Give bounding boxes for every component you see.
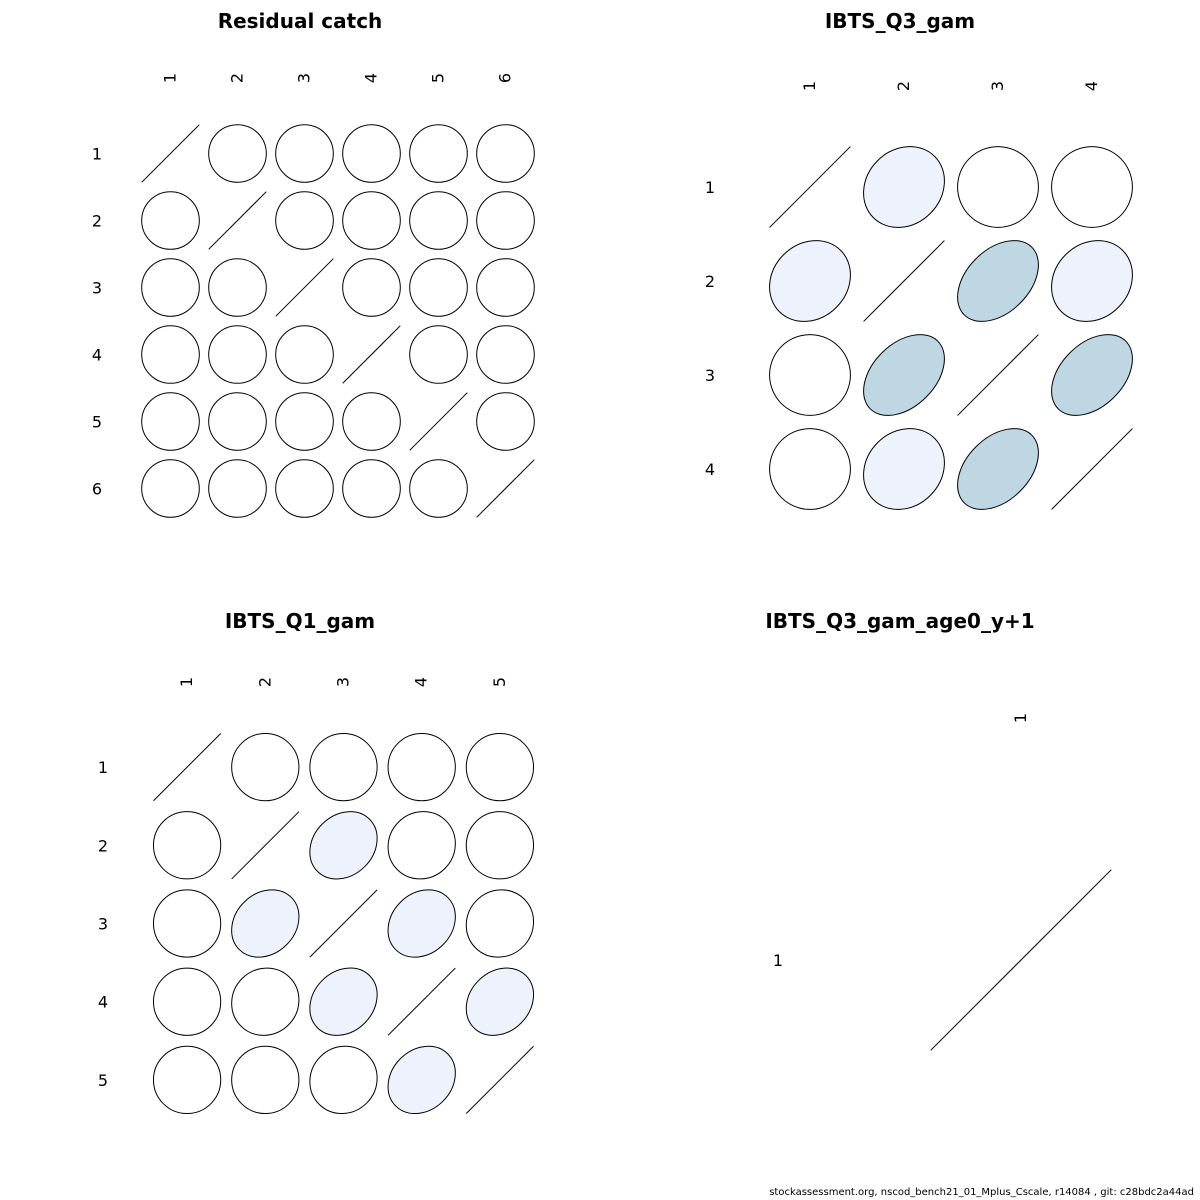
diagonal-line-mark bbox=[466, 1046, 533, 1113]
column-label: 5 bbox=[428, 72, 448, 84]
correlation-ellipse-mark bbox=[197, 113, 278, 194]
correlation-ellipse-mark bbox=[374, 720, 469, 815]
correlation-ellipse-mark bbox=[465, 314, 546, 395]
correlation-panel-2 bbox=[705, 9, 1149, 526]
correlation-ellipse-mark bbox=[465, 180, 546, 261]
correlation-ellipse-mark bbox=[941, 130, 1055, 244]
correlation-ellipse-mark bbox=[331, 381, 412, 462]
correlation-ellipse-mark bbox=[331, 113, 412, 194]
correlation-ellipse-mark bbox=[942, 225, 1054, 337]
correlation-ellipse-mark bbox=[753, 224, 867, 338]
row-label: 1 bbox=[91, 144, 103, 164]
correlation-ellipse-mark bbox=[264, 113, 345, 194]
row-label: 5 bbox=[97, 1070, 109, 1090]
correlation-ellipse-mark bbox=[197, 381, 278, 462]
row-label: 2 bbox=[91, 211, 103, 231]
row-label: 2 bbox=[97, 836, 109, 856]
column-label: 3 bbox=[988, 80, 1007, 92]
panel-title: IBTS_Q1_gam bbox=[224, 609, 376, 633]
correlation-ellipse-mark bbox=[218, 954, 313, 1049]
column-label: 2 bbox=[255, 676, 275, 688]
panel-title: IBTS_Q3_gam_age0_y+1 bbox=[765, 609, 1035, 633]
correlation-ellipse-mark bbox=[140, 798, 235, 893]
correlation-ellipse-mark bbox=[452, 798, 547, 893]
correlation-ellipse-mark bbox=[140, 876, 235, 971]
row-label: 3 bbox=[704, 366, 716, 385]
diagonal-line-mark bbox=[410, 393, 468, 451]
row-label: 2 bbox=[704, 272, 716, 291]
footer-note: stockassessment.org, nscod_bench21_01_Mplus_Cscale, r14084 , git: c28bdc2a44ad bbox=[769, 1187, 1194, 1198]
row-label: 4 bbox=[97, 992, 109, 1012]
correlation-ellipse-mark bbox=[465, 247, 546, 328]
correlation-ellipse-mark bbox=[1035, 130, 1149, 244]
row-label: 1 bbox=[704, 178, 716, 197]
column-label: 1 bbox=[160, 72, 180, 84]
diagonal-line-mark bbox=[276, 259, 334, 317]
correlation-ellipse-mark bbox=[1035, 224, 1149, 338]
correlation-ellipse-mark bbox=[374, 876, 469, 971]
diagonal-line-mark bbox=[931, 870, 1112, 1051]
diagonal-line-mark bbox=[153, 733, 220, 800]
column-label: 3 bbox=[294, 72, 314, 84]
correlation-ellipse-mark bbox=[398, 180, 479, 261]
correlation-ellipse-mark bbox=[398, 448, 479, 529]
correlation-ellipse-mark bbox=[753, 412, 867, 526]
correlation-ellipse-mark bbox=[753, 318, 867, 432]
column-label: 2 bbox=[894, 80, 913, 92]
correlation-ellipse-mark bbox=[130, 180, 211, 261]
correlation-ellipse-mark bbox=[130, 381, 211, 462]
column-label: 1 bbox=[177, 676, 197, 688]
correlation-ellipse-mark bbox=[847, 412, 961, 526]
correlation-ellipse-mark bbox=[296, 1032, 391, 1127]
correlation-ellipse-mark bbox=[197, 448, 278, 529]
correlation-ellipse-mark bbox=[218, 1032, 313, 1127]
diagonal-line-mark bbox=[770, 147, 851, 228]
column-label: 1 bbox=[1011, 712, 1030, 724]
correlation-ellipse-mark bbox=[465, 113, 546, 194]
correlation-ellipse-mark bbox=[218, 876, 313, 971]
row-label: 1 bbox=[97, 758, 109, 778]
correlation-panel-4 bbox=[765, 609, 1111, 1050]
diagonal-line-mark bbox=[232, 812, 299, 879]
diagonal-line-mark bbox=[209, 192, 267, 250]
correlation-ellipse-mark bbox=[264, 448, 345, 529]
row-label: 1 bbox=[772, 951, 784, 970]
correlation-ellipse-mark bbox=[398, 314, 479, 395]
correlation-ellipse-mark bbox=[942, 413, 1054, 525]
column-label: 3 bbox=[333, 676, 353, 688]
column-label: 4 bbox=[411, 676, 431, 688]
correlation-panel-1 bbox=[92, 9, 546, 529]
correlation-ellipse-mark bbox=[848, 319, 960, 431]
correlation-ellipse-mark bbox=[264, 381, 345, 462]
correlation-ellipse-mark bbox=[453, 954, 548, 1049]
row-label: 4 bbox=[704, 460, 716, 479]
column-label: 4 bbox=[1082, 80, 1101, 92]
panel-title: Residual catch bbox=[217, 9, 383, 33]
correlation-ellipse-mark bbox=[331, 247, 412, 328]
correlation-ellipse-mark bbox=[452, 876, 547, 971]
correlation-ellipse-mark bbox=[374, 1033, 469, 1128]
panel-title: IBTS_Q3_gam bbox=[824, 9, 976, 33]
row-label: 3 bbox=[91, 278, 103, 298]
correlation-ellipse-mark bbox=[264, 180, 345, 261]
correlation-ellipse-mark bbox=[264, 314, 345, 395]
column-label: 5 bbox=[489, 676, 509, 688]
correlation-ellipse-mark bbox=[197, 247, 278, 328]
correlation-ellipse-mark bbox=[296, 720, 391, 815]
column-label: 1 bbox=[800, 80, 819, 92]
correlation-ellipse-mark bbox=[197, 314, 278, 395]
row-label: 3 bbox=[97, 914, 109, 934]
diagonal-line-mark bbox=[388, 968, 455, 1035]
column-label: 2 bbox=[227, 72, 247, 84]
correlation-ellipse-mark bbox=[331, 448, 412, 529]
correlation-ellipse-mark bbox=[140, 1032, 235, 1127]
correlation-ellipse-mark bbox=[398, 247, 479, 328]
correlation-ellipse-mark bbox=[296, 954, 391, 1049]
correlation-ellipse-mark bbox=[296, 798, 391, 893]
correlation-ellipse-mark bbox=[218, 720, 313, 815]
row-label: 5 bbox=[91, 412, 103, 432]
diagonal-line-mark bbox=[310, 890, 377, 957]
diagonal-line-mark bbox=[477, 460, 535, 518]
correlation-ellipse-mark bbox=[140, 954, 235, 1049]
correlation-ellipse-mark bbox=[130, 448, 211, 529]
correlation-panel-3 bbox=[98, 609, 548, 1127]
correlation-ellipse-mark bbox=[847, 130, 961, 244]
diagonal-line-mark bbox=[958, 335, 1039, 416]
diagonal-line-mark bbox=[343, 326, 401, 384]
correlation-ellipse-mark bbox=[398, 113, 479, 194]
correlation-ellipse-mark bbox=[130, 314, 211, 395]
diagonal-line-mark bbox=[1052, 429, 1133, 510]
correlation-ellipse-mark bbox=[331, 180, 412, 261]
correlation-ellipse-mark bbox=[452, 720, 547, 815]
column-label: 6 bbox=[495, 72, 515, 84]
correlation-ellipse-mark bbox=[374, 798, 469, 893]
row-label: 6 bbox=[91, 479, 103, 499]
correlation-ellipse-mark bbox=[130, 247, 211, 328]
column-label: 4 bbox=[361, 72, 381, 84]
diagonal-line-mark bbox=[142, 125, 200, 183]
row-label: 4 bbox=[91, 345, 103, 365]
correlation-ellipse-mark bbox=[1036, 319, 1148, 431]
diagonal-line-mark bbox=[864, 241, 945, 322]
correlation-ellipse-mark bbox=[465, 381, 546, 462]
